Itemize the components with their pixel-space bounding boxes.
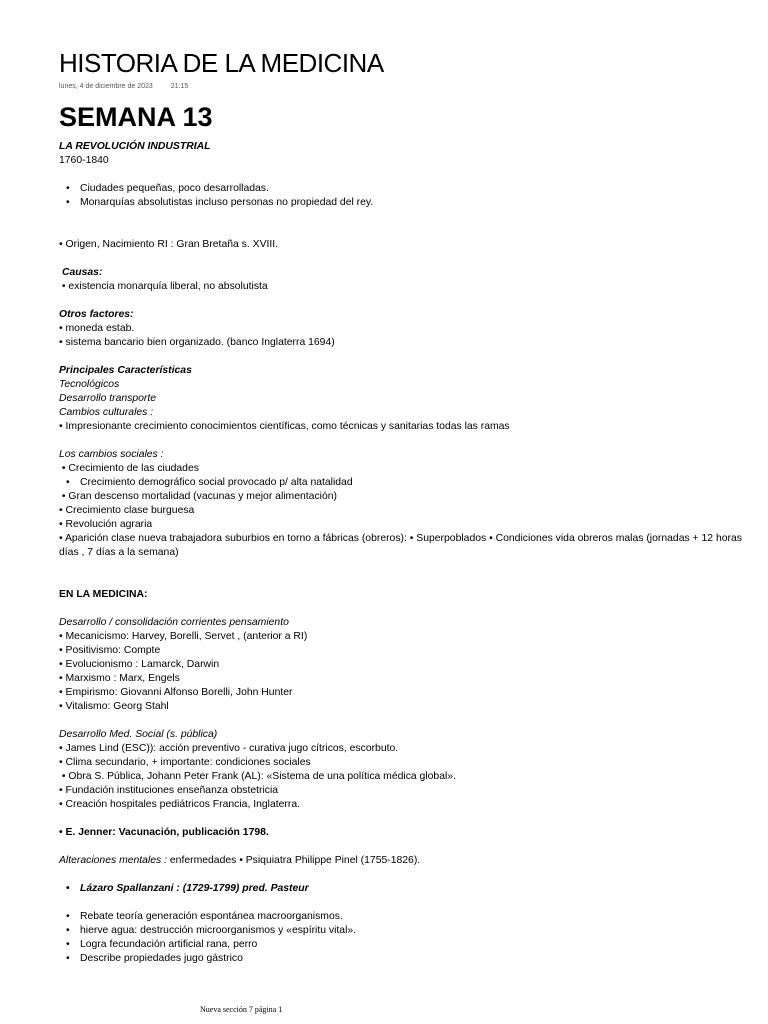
list-item: • Creación hospitales pediátricos Francia, Inglaterra. [59,799,301,810]
transporte-label: Desarrollo transporte [59,393,157,404]
list-item: • Positivismo: Compte [59,645,161,656]
list-item: • Obra S. Pública, Johann Peter Frank (AL): «Sistema de una política médica global». [59,771,456,782]
list-item: • Logra fecundación artificial rana, perro [66,939,258,950]
bullet-icon: • [66,925,70,936]
list-item: • Gran descenso mortalidad (vacunas y mejor alimentación) [59,491,337,502]
medicina-title: EN LA MEDICINA: [59,589,148,600]
causas-item: • existencia monarquía liberal, no absolutista [59,281,268,292]
sociales-label: Los cambios sociales : [59,449,164,460]
list-item: • Empirismo: Giovanni Alfonso Borelli, John Hunter [59,687,293,698]
bullet-icon: • [66,183,70,194]
revolution-years: 1760-1840 [59,155,109,166]
note-title: HISTORIA DE LA MEDICINA [59,48,384,78]
bullet-icon: • [66,953,70,964]
list-item: • Vitalismo: Georg Stahl [59,701,169,712]
bullet-icon: • [66,477,70,488]
list-item: • Monarquías absolutistas incluso personas no propiedad del rey. [66,197,374,208]
alteraciones-text: enfermedades • Psiquiatra Philippe Pinel (1755-1826). [167,855,421,866]
bullet-icon: • [66,911,70,922]
bullet-icon: • [66,939,70,950]
jenner-line: • E. Jenner: Vacunación, publicación 1798. [59,827,269,838]
bullet-icon: • [66,883,70,894]
list-item: • Clima secundario, + importante: condiciones sociales [59,757,311,768]
list-item: • moneda estab. [59,323,135,334]
list-item: • sistema bancario bien organizado. (banco Inglaterra 1694) [59,337,335,348]
list-item: • Crecimiento clase burguesa [59,505,195,516]
list-item: • Describe propiedades jugo gástrico [66,953,243,964]
list-item: • Crecimiento demográfico social provocado p/ alta natalidad [66,477,353,488]
note-dateline [59,83,188,90]
list-item: • Revolución agraria [59,519,153,530]
culturales-label: Cambios culturales : [59,407,154,418]
page-footer: Nueva sección 7 página 1 [200,1005,283,1014]
list-item: • Ciudades pequeñas, poco desarrolladas. [66,183,269,194]
list-item: • Fundación instituciones enseñanza obstetricia [59,785,279,796]
list-item: • Evolucionismo : Lamarck, Darwin [59,659,220,670]
tecnologicos-label: Tecnológicos [59,379,120,390]
revolution-title: LA REVOLUCIÓN INDUSTRIAL [59,141,211,152]
list-item: • Marxismo : Marx, Engels [59,673,180,684]
social-label: Desarrollo Med. Social (s. pública) [59,729,218,740]
spallanzani-line: • Lázaro Spallanzani : (1729-1799) pred. Pasteur [66,883,309,894]
list-item: • Crecimiento de las ciudades [59,463,199,474]
causas-label: Causas: [62,267,103,278]
corrientes-label: Desarrollo / consolidación corrientes pensamiento [59,617,289,628]
note-body [59,140,764,966]
list-item: • Rebate teoría generación espontánea macroorganismos. [66,911,343,922]
week-heading: SEMANA 13 [59,102,213,132]
note-date: lunes, 4 de diciembre de 2023 [59,83,153,90]
alteraciones-label: Alteraciones mentales : [59,855,168,866]
list-item: • Aparición clase nueva trabajadora suburbios en torno a fábricas (obreros): • Superpoblados • Condiciones vida obreros malas (jornadas + 12 horas días , 7 días a la semana) [59,533,742,558]
note-time: 21:15 [170,83,189,90]
list-item: • hierve agua: destrucción microorganismos y «espíritu vital». [66,925,357,936]
origen-line: • Origen, Nacimiento RI : Gran Bretaña s. XVIII. [59,239,279,250]
list-item: • Mecanicismo: Harvey, Borelli, Servet , (anterior a RI) [59,631,308,642]
alteraciones-line [59,854,764,868]
culturales-item: • Impresionante crecimiento conocimientos científicas, como técnicas y sanitarias todas las ramas [59,421,510,432]
principales-label: Principales Características [59,365,192,376]
list-item: • James Lind (ESC)): acción preventivo - curativa jugo cítricos, escorbuto. [59,743,399,754]
otros-label: Otros factores: [59,309,134,320]
bullet-icon: • [66,197,70,208]
